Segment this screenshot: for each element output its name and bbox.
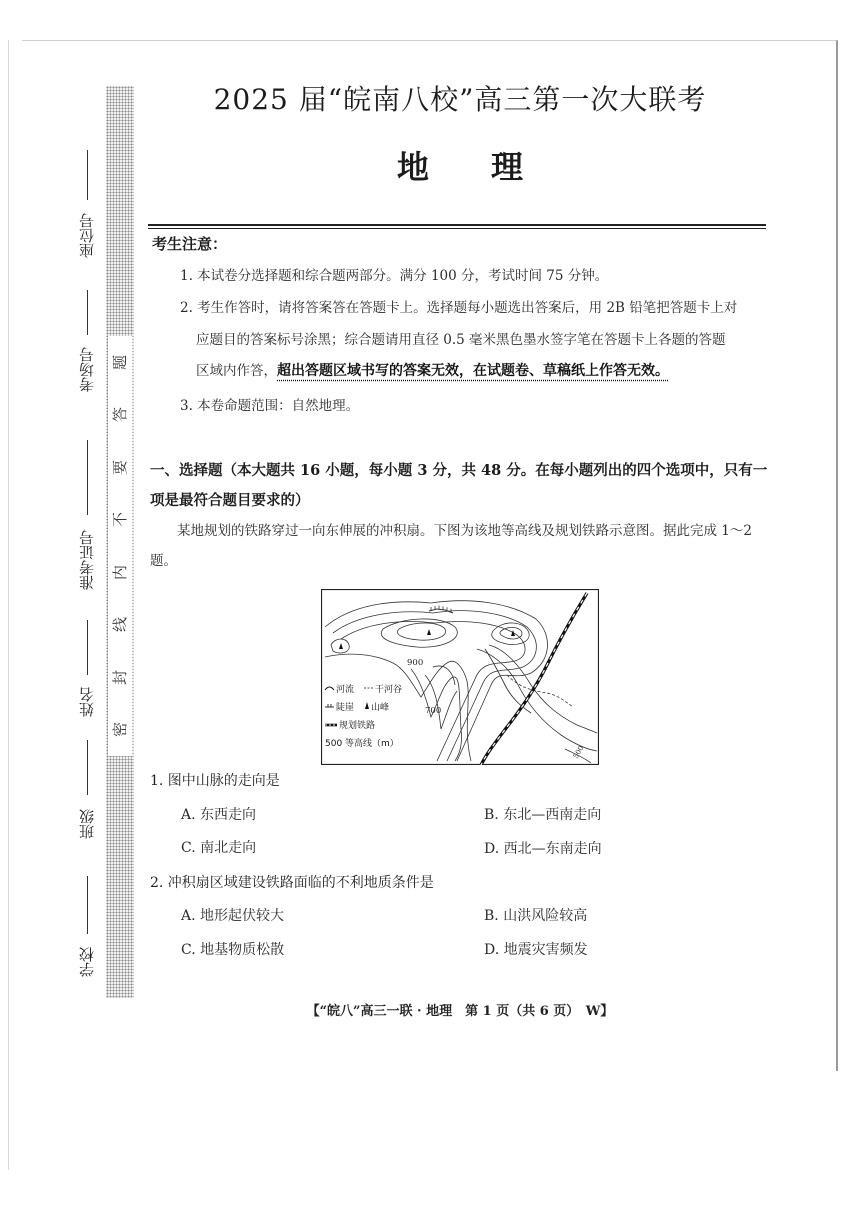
legend-cliff: 陡崖 xyxy=(336,703,355,713)
exam-title: 2025 届“皖南八校”高三第一次大联考 xyxy=(213,83,707,116)
strip-char: 答 xyxy=(111,407,130,423)
notice-item-2-line-3 xyxy=(196,359,669,380)
school-line xyxy=(87,876,88,934)
notice-item-1: 1. 本试卷分选择题和综合题两部分。满分 100 分，考试时间 75 分钟。 xyxy=(180,268,609,284)
section-heading: 一、选择题（本大题共 16 小题，每小题 3 分，共 48 分。在每小题列出的四个选项中，只有一项是最符合题目要求的） xyxy=(150,462,768,509)
strip-char: 不 xyxy=(111,512,130,528)
question-2-option-c[interactable]: C. 地基物质松散 xyxy=(181,942,285,958)
strip-char: 封 xyxy=(111,669,130,685)
notice-heading: 考生注意： xyxy=(152,235,228,253)
ticket-number-line xyxy=(87,440,88,515)
legend-peak: 山峰 xyxy=(371,703,390,713)
class-line xyxy=(87,740,88,795)
name-field xyxy=(76,620,102,750)
strip-char: 题 xyxy=(111,354,130,370)
legend-railway: 规划铁路 xyxy=(339,721,376,731)
contour-label-900: 900 xyxy=(407,658,424,668)
strip-char: 线 xyxy=(111,617,130,633)
strip-char: 要 xyxy=(111,459,130,475)
legend-dry-valley: 干河谷 xyxy=(375,685,403,695)
name-label: 姓名 xyxy=(78,687,96,717)
scan-edge xyxy=(8,40,9,1170)
seat-number-line xyxy=(87,150,88,200)
contour-label-500: 500 xyxy=(571,744,586,760)
ticket-number-field xyxy=(76,440,102,620)
question-1-option-b[interactable]: B. 东北—西南走向 xyxy=(484,807,602,823)
notice-emphasis: 超出答题区域书写的答案无效，在试题卷、草稿纸上作答无效。 xyxy=(277,363,669,379)
contour-label-700: 700 xyxy=(425,706,442,716)
exam-room-field xyxy=(76,290,102,410)
ticket-number-label: 准考证号 xyxy=(78,530,96,590)
page-footer: 【“皖八”高三一联 · 地理 第 1 页（共 6 页） W】 xyxy=(306,1004,614,1019)
question-1-option-d[interactable]: D. 西北—东南走向 xyxy=(484,841,602,857)
question-1-option-a[interactable]: A. 东西走向 xyxy=(181,807,257,823)
notice-item-2-line-1: 2. 考生作答时，请将答案答在答题卡上。选择题每小题选出答案后，用 2B 铅笔把答题卡上对 xyxy=(180,300,738,316)
notice-item-3: 3. 本卷命题范围：自然地理。 xyxy=(180,398,360,414)
contour-map xyxy=(321,589,599,765)
question-1-stem: 1. 图中山脉的走向是 xyxy=(150,773,280,789)
question-2-stem: 2. 冲积扇区域建设铁路面临的不利地质条件是 xyxy=(150,875,434,891)
subject-title: 地理 xyxy=(396,148,585,186)
name-line xyxy=(87,620,88,675)
legend-river: 河流 xyxy=(336,685,355,695)
sealing-strip-note xyxy=(108,336,132,756)
question-2-option-b[interactable]: B. 山洪风险较高 xyxy=(484,908,588,924)
school-field xyxy=(76,876,102,986)
seat-number-field xyxy=(76,150,102,280)
question-intro: 某地规划的铁路穿过一向东伸展的冲积扇。下图为该地等高线及规划铁路示意图。据此完成 1～2 题。 xyxy=(150,523,752,569)
exam-room-line xyxy=(87,290,88,335)
strip-char: 密 xyxy=(111,722,130,738)
seat-number-label: 座位号 xyxy=(78,213,96,259)
school-label: 学校 xyxy=(78,947,96,977)
header-rule-thin xyxy=(148,228,766,229)
class-field xyxy=(76,740,102,860)
strip-char: 内 xyxy=(111,564,130,580)
notice-item-2-prefix: 区域内作答， xyxy=(196,363,277,379)
legend-contour: 500 等高线（m） xyxy=(325,739,399,749)
question-2-option-a[interactable]: A. 地形起伏较大 xyxy=(181,908,285,924)
question-1-option-c[interactable]: C. 南北走向 xyxy=(181,840,257,856)
question-2-option-d[interactable]: D. 地震灾害频发 xyxy=(484,942,588,958)
header-rule xyxy=(148,224,766,226)
exam-room-label: 考场号 xyxy=(78,347,96,393)
class-label: 班级 xyxy=(78,809,96,839)
notice-item-2-line-2: 应题目的答案标号涂黑；综合题请用直径 0.5 毫米黑色墨水签字笔在答题卡上各题的答题 xyxy=(196,332,726,348)
